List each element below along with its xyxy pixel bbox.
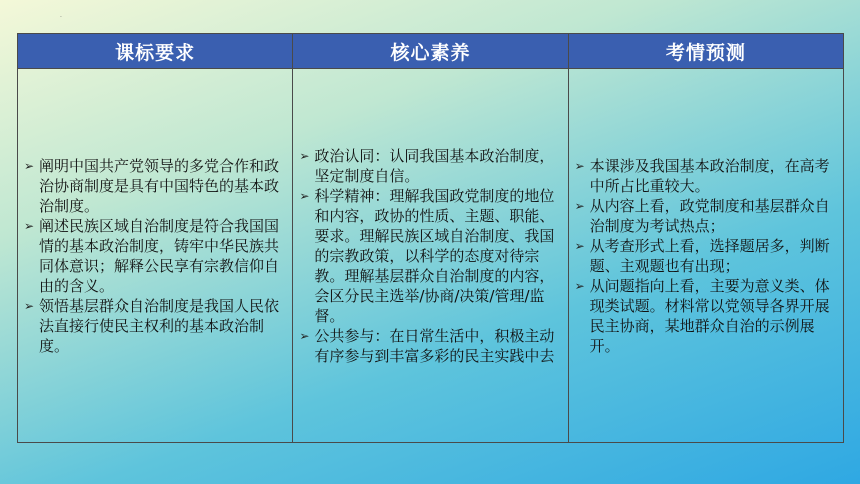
header-core-literacy: 核心素养: [293, 34, 568, 69]
header-row: [18, 34, 844, 69]
cell-exam-forecast: [568, 69, 843, 443]
content-row: [18, 69, 844, 443]
arrow-right-icon: ➢: [574, 278, 585, 293]
arrow-right-icon: ➢: [24, 298, 35, 313]
list-item: ➢ 从内容上看，政党制度和基层群众自治制度为考试热点；: [574, 196, 830, 235]
list-item: ➢ 政治认同：认同我国基本政治制度，坚定制度自信。: [299, 146, 555, 185]
arrow-right-icon: ➢: [299, 148, 310, 163]
list-item: ➢ 从考查形式上看，选择题居多，判断题、主观题也有出现；: [574, 236, 830, 275]
list-item: ➢ 领悟基层群众自治制度是我国人民依法直接行使民主权利的基本政治制度。: [24, 296, 280, 355]
arrow-right-icon: ➢: [299, 328, 310, 343]
arrow-right-icon: ➢: [299, 188, 310, 203]
cell-core-literacy: [293, 69, 568, 443]
cell-standards: [18, 69, 293, 443]
standards-list: [24, 156, 287, 356]
arrow-right-icon: ➢: [574, 238, 585, 253]
arrow-right-icon: ➢: [574, 158, 585, 173]
list-item: ➢ 本课涉及我国基本政治制度，在高考中所占比重较大。: [574, 156, 830, 195]
arrow-right-icon: ➢: [574, 198, 585, 213]
arrow-right-icon: ➢: [24, 158, 35, 173]
list-item: ➢ 阐述民族区域自治制度是符合我国国情的基本政治制度，铸牢中华民族共同体意识；解释公民享有宗教信仰自由的含义。: [24, 216, 280, 295]
header-standards: 课标要求: [18, 34, 293, 69]
exam-forecast-list: [575, 156, 838, 356]
list-item: ➢ 公共参与：在日常生活中，积极主动有序参与到丰富多彩的民主实践中去: [299, 326, 555, 365]
slide-mark: ·: [60, 14, 62, 21]
list-item: ➢ 从问题指向上看，主要为意义类、体现类试题。材料常以党领导各界开展民主协商，某地群众自治的示例展开。: [574, 276, 830, 355]
list-item: ➢ 阐明中国共产党领导的多党合作和政治协商制度是具有中国特色的基本政治制度。: [24, 156, 280, 215]
curriculum-table: [17, 33, 844, 443]
arrow-right-icon: ➢: [24, 218, 35, 233]
header-exam-forecast: 考情预测: [568, 34, 843, 69]
list-item: ➢ 科学精神：理解我国政党制度的地位和内容，政协的性质、主题、职能、要求。理解民族区域自治制度、我国的宗教政策，以科学的态度对待宗教。理解基层群众自治制度的内容，会区分民主选举/协商/决策/管理/监督。: [299, 186, 555, 325]
core-literacy-list: [299, 146, 562, 366]
